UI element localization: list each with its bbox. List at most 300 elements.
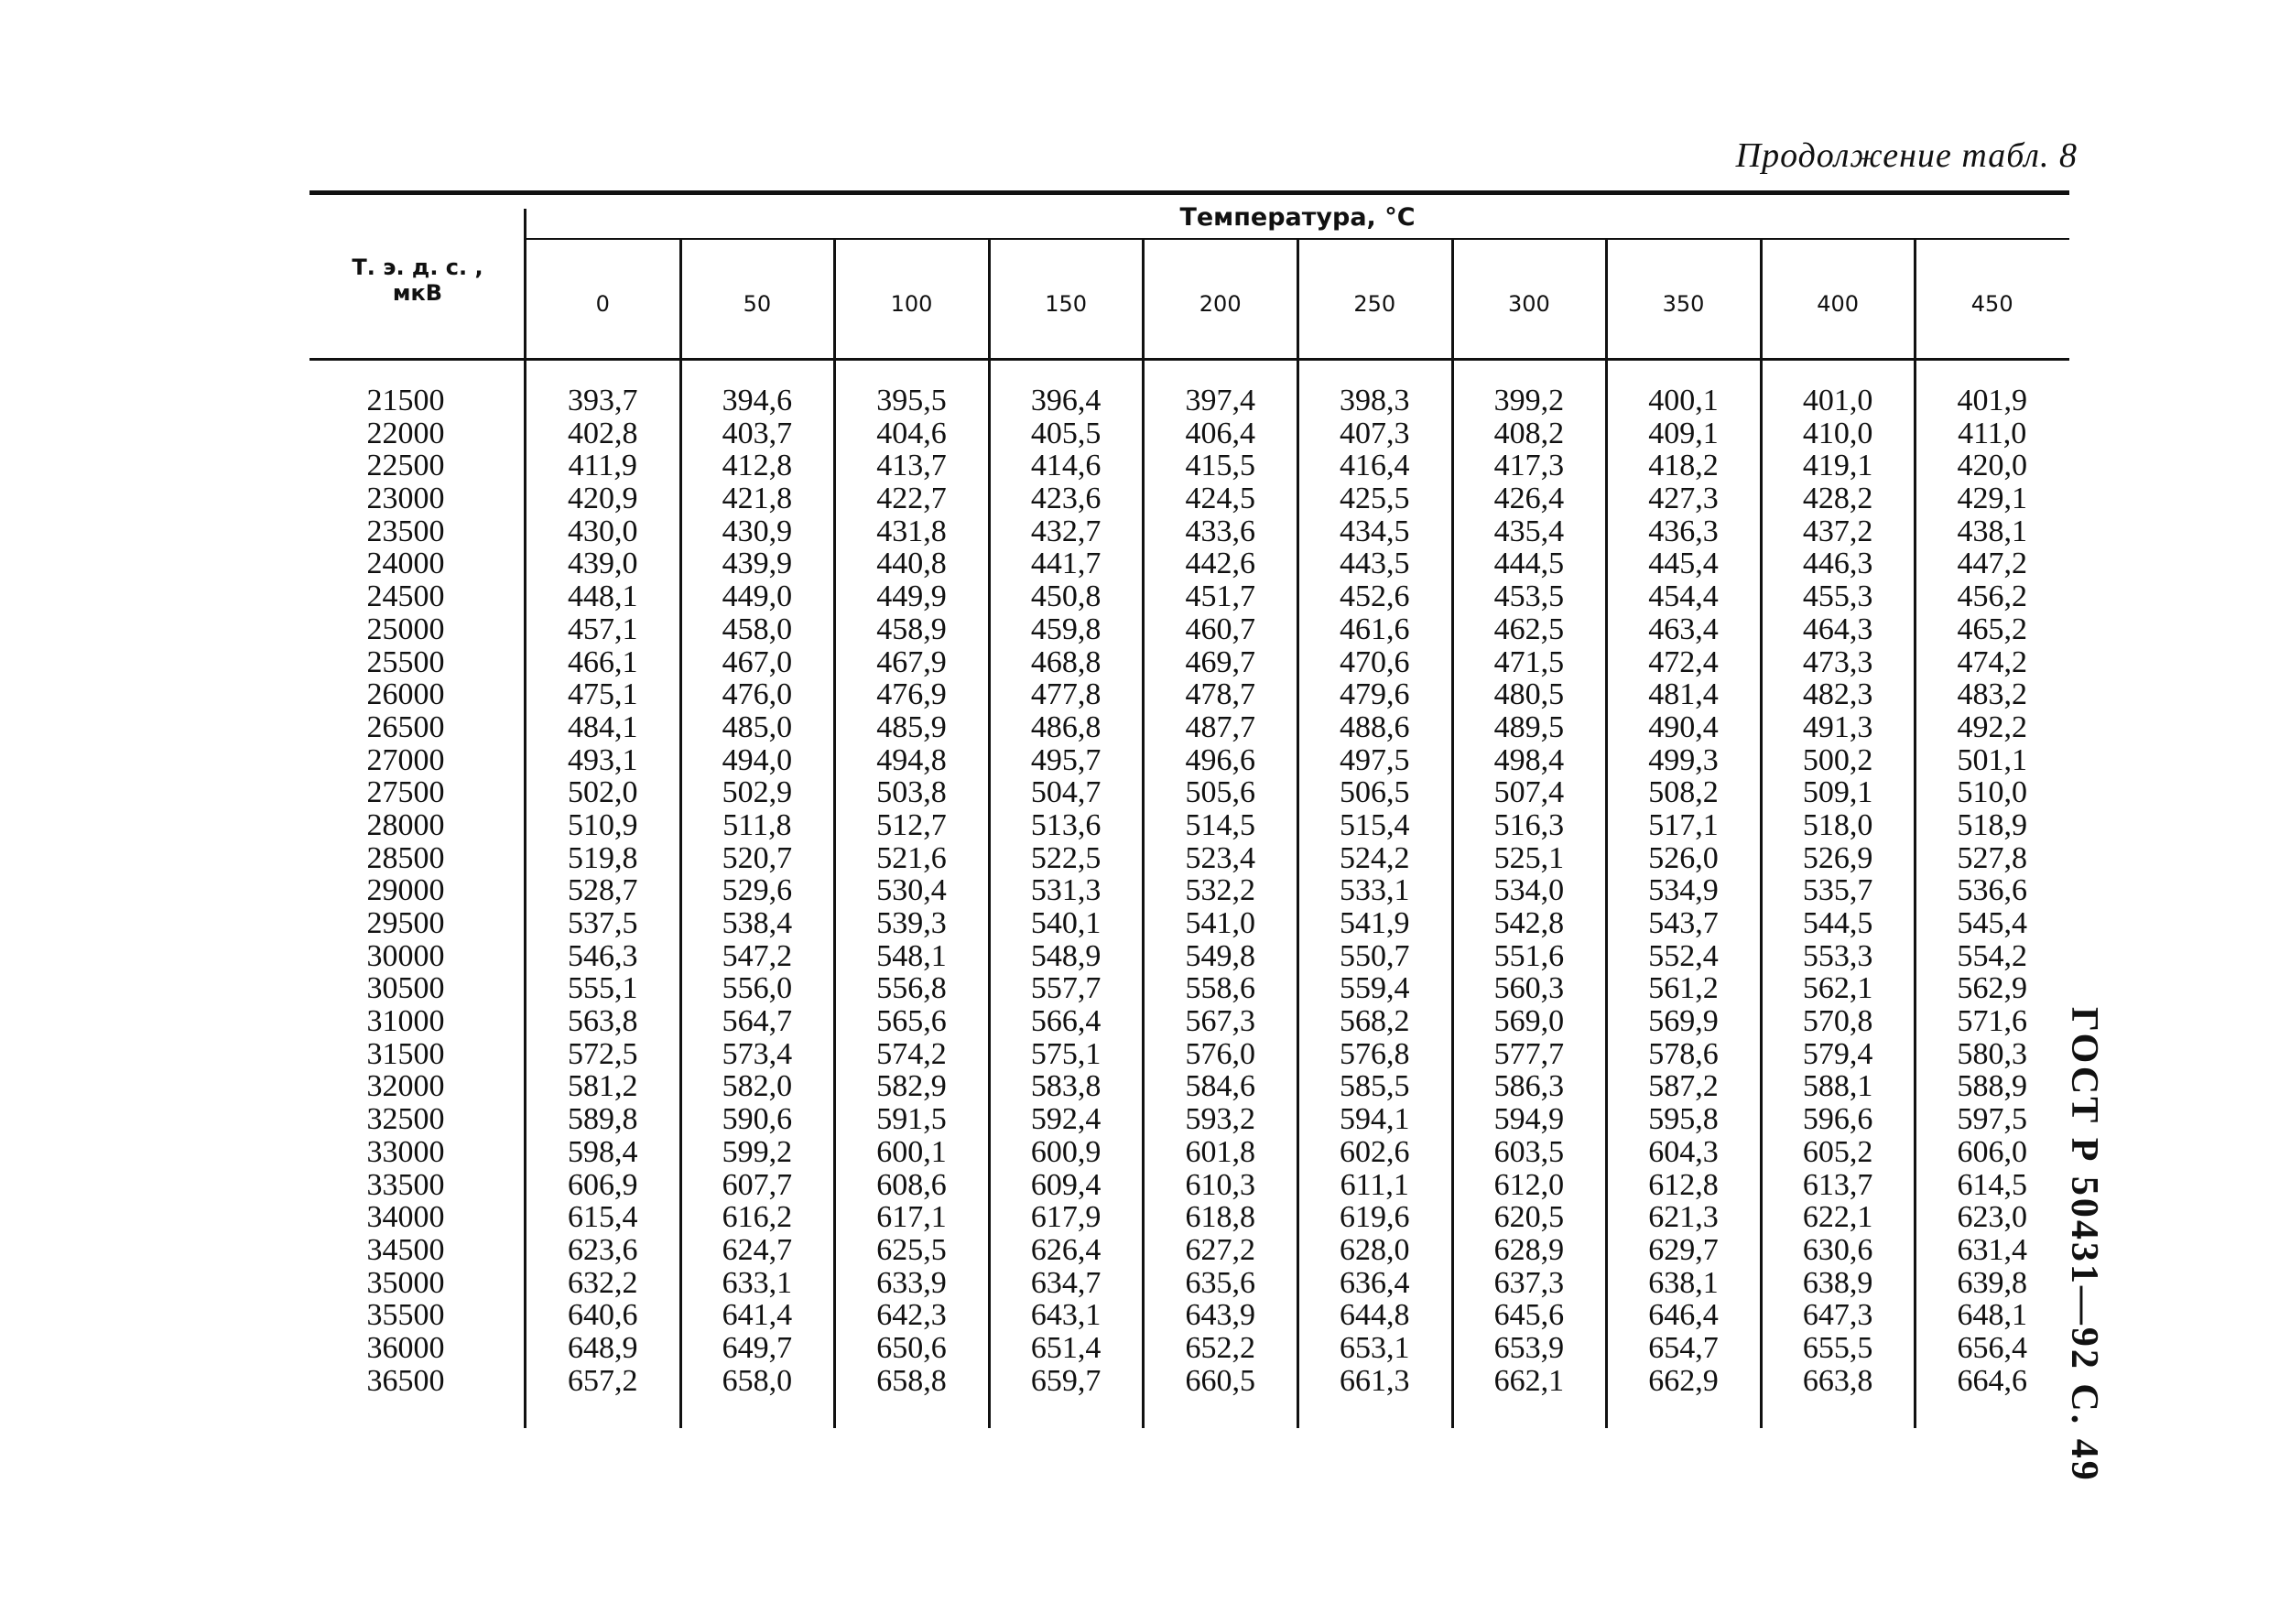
temperature-value-cell: 610,3 <box>1185 1167 1255 1202</box>
temperature-column-header: 100 <box>890 291 933 317</box>
temperature-value-cell: 594,9 <box>1493 1102 1565 1137</box>
temperature-value-cell: 570,8 <box>1802 1004 1873 1039</box>
temperature-value-cell: 421,8 <box>722 482 793 516</box>
temperature-value-cell: 608,6 <box>876 1167 947 1202</box>
temperature-value-cell: 567,3 <box>1185 1004 1255 1039</box>
temperature-value-cell: 431,8 <box>876 514 947 548</box>
temperature-value-cell: 586,3 <box>1493 1069 1565 1104</box>
temperature-value-cell: 650,6 <box>876 1330 947 1365</box>
temperature-value-cell: 492,2 <box>1957 709 2027 744</box>
temperature-value-cell: 581,2 <box>568 1069 638 1104</box>
temperature-value-cell: 525,1 <box>1493 840 1565 875</box>
temperature-value-cell: 584,6 <box>1185 1069 1255 1104</box>
temperature-value-cell: 393,7 <box>568 384 638 417</box>
temperature-value-cell: 612,0 <box>1493 1167 1565 1202</box>
temperature-value-cell: 422,7 <box>876 482 947 516</box>
temperature-value-cell: 398,3 <box>1340 384 1410 417</box>
temperature-column-header: 350 <box>1662 291 1705 317</box>
temperature-value-cell: 628,0 <box>1340 1232 1410 1267</box>
temperature-value-cell: 541,9 <box>1340 906 1410 940</box>
temperature-value-cell: 514,5 <box>1185 807 1255 842</box>
temperature-value-cell: 542,8 <box>1493 906 1565 940</box>
temperature-value-cell: 485,0 <box>722 709 793 744</box>
temperature-data-column <box>1143 384 1297 1397</box>
temperature-value-cell: 534,0 <box>1493 873 1565 908</box>
temperature-value-cell: 520,7 <box>722 840 793 875</box>
temperature-value-cell: 626,4 <box>1030 1232 1102 1267</box>
temperature-value-cell: 449,0 <box>722 579 793 614</box>
temperature-value-cell: 571,6 <box>1957 1004 2027 1039</box>
temperature-value-cell: 447,2 <box>1957 547 2027 581</box>
temperature-value-cell: 426,4 <box>1493 482 1565 516</box>
temperature-value-cell: 633,1 <box>722 1265 793 1300</box>
emf-cell: 26000 <box>366 677 445 712</box>
temperature-value-cell: 518,9 <box>1957 807 2027 842</box>
table-top-rule <box>309 190 2069 195</box>
temperature-value-cell: 455,3 <box>1802 579 1873 614</box>
temperature-value-cell: 582,9 <box>876 1069 947 1104</box>
temperature-value-cell: 523,4 <box>1185 840 1255 875</box>
temperature-column-header: 400 <box>1817 291 1859 317</box>
temperature-value-cell: 585,5 <box>1340 1069 1410 1104</box>
temperature-value-cell: 458,9 <box>876 612 947 646</box>
temperature-value-cell: 637,3 <box>1493 1265 1565 1300</box>
temperature-value-cell: 502,0 <box>568 775 638 810</box>
temperature-value-cell: 518,0 <box>1802 807 1873 842</box>
emf-cell: 36000 <box>366 1330 445 1365</box>
temperature-value-cell: 407,3 <box>1340 416 1410 450</box>
temperature-value-cell: 653,9 <box>1493 1330 1565 1365</box>
temperature-value-cell: 541,0 <box>1185 906 1255 940</box>
emf-cell: 29500 <box>366 906 445 940</box>
temperature-value-cell: 587,2 <box>1648 1069 1719 1104</box>
temperature-value-cell: 582,0 <box>722 1069 793 1104</box>
temperature-value-cell: 489,5 <box>1493 709 1565 744</box>
temperature-column-header: 450 <box>1970 291 2013 317</box>
temperature-value-cell: 533,1 <box>1340 873 1410 908</box>
temperature-value-cell: 589,8 <box>568 1102 638 1137</box>
temperature-value-cell: 508,2 <box>1648 775 1719 810</box>
temperature-value-cell: 425,5 <box>1340 482 1410 516</box>
temperature-value-cell: 491,3 <box>1802 709 1873 744</box>
temperature-value-cell: 561,2 <box>1648 971 1719 1006</box>
temperature-value-cell: 658,0 <box>722 1363 793 1398</box>
temperature-value-cell: 474,2 <box>1957 644 2027 679</box>
temperature-value-cell: 556,8 <box>876 971 947 1006</box>
emf-cell: 23000 <box>366 482 445 516</box>
temperature-value-cell: 480,5 <box>1493 677 1565 712</box>
temperature-value-cell: 543,7 <box>1648 906 1719 940</box>
temperature-value-cell: 633,9 <box>876 1265 947 1300</box>
temperature-value-cell: 511,8 <box>722 807 792 842</box>
temperature-value-cell: 469,7 <box>1185 644 1255 679</box>
temperature-data-column <box>1761 384 1916 1397</box>
temperature-value-cell: 531,3 <box>1030 873 1102 908</box>
emf-cell: 27000 <box>366 742 445 777</box>
emf-cell: 33500 <box>366 1167 445 1202</box>
temperature-value-cell: 579,4 <box>1802 1036 1873 1071</box>
temperature-value-cell: 539,3 <box>876 906 947 940</box>
temperature-value-cell: 418,2 <box>1648 449 1719 483</box>
emf-cell: 34000 <box>366 1200 445 1235</box>
temperature-value-cell: 435,4 <box>1493 514 1565 548</box>
page-side-label: ГОСТ Р 50431—92 С. 49 <box>2063 1007 2105 1483</box>
temperature-value-cell: 647,3 <box>1802 1298 1873 1333</box>
temperature-value-cell: 413,7 <box>876 449 947 483</box>
temperature-value-cell: 573,4 <box>722 1036 793 1071</box>
temperature-value-cell: 430,0 <box>568 514 638 548</box>
emf-cell: 29000 <box>366 873 445 908</box>
temperature-value-cell: 452,6 <box>1340 579 1410 614</box>
emf-stub-header <box>309 254 526 306</box>
temperature-value-cell: 606,9 <box>568 1167 638 1202</box>
temperature-value-cell: 506,5 <box>1340 775 1410 810</box>
temperature-value-cell: 621,3 <box>1648 1200 1719 1235</box>
temperature-value-cell: 664,6 <box>1957 1363 2027 1398</box>
temperature-value-cell: 654,7 <box>1648 1330 1719 1365</box>
temperature-value-cell: 444,5 <box>1493 547 1565 581</box>
temperature-value-cell: 613,7 <box>1802 1167 1873 1202</box>
temperature-value-cell: 562,1 <box>1802 971 1873 1006</box>
temperature-value-cell: 534,9 <box>1648 873 1719 908</box>
temperature-value-cell: 663,8 <box>1802 1363 1873 1398</box>
temperature-data-column <box>1452 384 1607 1397</box>
temperature-value-cell: 648,9 <box>568 1330 638 1365</box>
temperature-value-cell: 555,1 <box>568 971 638 1006</box>
temperature-value-cell: 547,2 <box>722 938 793 973</box>
emf-cell: 31500 <box>366 1036 445 1071</box>
temperature-value-cell: 651,4 <box>1030 1330 1102 1365</box>
temperature-value-cell: 554,2 <box>1957 938 2027 973</box>
emf-cell: 30000 <box>366 938 445 973</box>
temperature-value-cell: 411,0 <box>1958 416 2027 450</box>
temperature-value-cell: 630,6 <box>1802 1232 1873 1267</box>
emf-cell: 35500 <box>366 1298 445 1333</box>
emf-cell: 36500 <box>366 1363 445 1398</box>
temperature-value-cell: 436,3 <box>1648 514 1719 548</box>
temperature-column-header: 250 <box>1353 291 1396 317</box>
temperature-value-cell: 611,1 <box>1340 1167 1409 1202</box>
temperature-value-cell: 527,8 <box>1957 840 2027 875</box>
temperature-value-cell: 485,9 <box>876 709 947 744</box>
temperature-value-cell: 446,3 <box>1802 547 1873 581</box>
temperature-value-cell: 400,1 <box>1648 384 1719 417</box>
temperature-value-cell: 484,1 <box>568 709 638 744</box>
emf-cell: 35000 <box>366 1265 445 1300</box>
temperature-value-cell: 656,4 <box>1957 1330 2027 1365</box>
emf-cell: 22000 <box>366 416 445 450</box>
temperature-value-cell: 557,7 <box>1030 971 1102 1006</box>
temperature-value-cell: 466,1 <box>568 644 638 679</box>
emf-cell: 33000 <box>366 1134 445 1169</box>
temperature-value-cell: 481,4 <box>1648 677 1719 712</box>
temperature-value-cell: 420,0 <box>1957 449 2027 483</box>
temperature-value-cell: 583,8 <box>1030 1069 1102 1104</box>
temperature-value-cell: 402,8 <box>568 416 638 450</box>
temperature-value-cell: 653,1 <box>1340 1330 1410 1365</box>
emf-cell: 34500 <box>366 1232 445 1267</box>
temperature-value-cell: 645,6 <box>1493 1298 1565 1333</box>
temperature-value-cell: 576,8 <box>1340 1036 1410 1071</box>
temperature-value-cell: 401,0 <box>1802 384 1873 417</box>
temperature-value-cell: 662,1 <box>1493 1363 1565 1398</box>
temperature-value-cell: 439,9 <box>722 547 793 581</box>
temperature-value-cell: 410,0 <box>1802 416 1873 450</box>
temperature-value-cell: 529,6 <box>722 873 793 908</box>
temperature-value-cell: 417,3 <box>1493 449 1565 483</box>
temperature-data-column <box>834 384 989 1397</box>
emf-cell: 27500 <box>366 775 445 810</box>
temperature-value-cell: 595,8 <box>1648 1102 1719 1137</box>
temperature-value-cell: 575,1 <box>1030 1036 1102 1071</box>
temperature-value-cell: 591,5 <box>876 1102 947 1137</box>
temperature-value-cell: 619,6 <box>1340 1200 1410 1235</box>
temperature-value-cell: 517,1 <box>1648 807 1719 842</box>
temperature-value-cell: 467,9 <box>876 644 947 679</box>
temperature-value-cell: 612,8 <box>1648 1167 1719 1202</box>
emf-cell: 32500 <box>366 1102 445 1137</box>
temperature-value-cell: 617,9 <box>1030 1200 1102 1235</box>
temperature-value-cell: 560,3 <box>1493 971 1565 1006</box>
temperature-value-cell: 462,5 <box>1493 612 1565 646</box>
temperature-value-cell: 401,9 <box>1957 384 2027 417</box>
temperature-value-cell: 606,0 <box>1957 1134 2027 1169</box>
temperature-value-cell: 627,2 <box>1185 1232 1255 1267</box>
temperature-column-header: 50 <box>743 291 772 317</box>
temperature-value-cell: 605,2 <box>1802 1134 1873 1169</box>
temperature-value-cell: 593,2 <box>1185 1102 1255 1137</box>
temperature-value-cell: 416,4 <box>1340 449 1410 483</box>
temperature-value-cell: 451,7 <box>1185 579 1255 614</box>
temperature-value-cell: 623,6 <box>568 1232 638 1267</box>
temperature-value-cell: 559,4 <box>1340 971 1410 1006</box>
temperature-value-cell: 476,9 <box>876 677 947 712</box>
temperature-value-cell: 596,6 <box>1802 1102 1873 1137</box>
temperature-value-cell: 638,1 <box>1648 1265 1719 1300</box>
temperature-value-cell: 552,4 <box>1648 938 1719 973</box>
temperature-value-cell: 634,7 <box>1030 1265 1102 1300</box>
emf-cell: 21500 <box>366 384 445 417</box>
emf-cell: 28000 <box>366 807 445 842</box>
temperature-value-cell: 468,8 <box>1030 644 1102 679</box>
temperature-value-cell: 588,1 <box>1802 1069 1873 1104</box>
temperature-data-column <box>526 384 680 1397</box>
temperature-value-cell: 502,9 <box>722 775 793 810</box>
temperature-value-cell: 450,8 <box>1030 579 1102 614</box>
temperature-value-cell: 420,9 <box>568 482 638 516</box>
temperature-value-cell: 644,8 <box>1340 1298 1410 1333</box>
temperature-value-cell: 592,4 <box>1030 1102 1102 1137</box>
temperature-value-cell: 471,5 <box>1493 644 1565 679</box>
temperature-value-cell: 574,2 <box>876 1036 947 1071</box>
temperature-value-cell: 490,4 <box>1648 709 1719 744</box>
temperature-value-cell: 597,5 <box>1957 1102 2027 1137</box>
temperature-value-cell: 498,4 <box>1493 742 1565 777</box>
temperature-value-cell: 405,5 <box>1030 416 1102 450</box>
temperature-value-cell: 535,7 <box>1802 873 1873 908</box>
temperature-value-cell: 566,4 <box>1030 1004 1102 1039</box>
temperature-value-cell: 565,6 <box>876 1004 947 1039</box>
temperature-value-cell: 482,3 <box>1802 677 1873 712</box>
temperature-value-cell: 423,6 <box>1030 482 1102 516</box>
temperature-value-cell: 513,6 <box>1030 807 1102 842</box>
temperature-value-cell: 569,9 <box>1648 1004 1719 1039</box>
temperature-value-cell: 428,2 <box>1802 482 1873 516</box>
temperature-value-cell: 603,5 <box>1493 1134 1565 1169</box>
emf-temperature-table <box>309 190 2069 1428</box>
temperature-value-cell: 522,5 <box>1030 840 1102 875</box>
temperature-value-cell: 649,7 <box>722 1330 793 1365</box>
temperature-value-cell: 636,4 <box>1340 1265 1410 1300</box>
temperature-column-header: 0 <box>595 291 610 317</box>
temperature-value-cell: 590,6 <box>722 1102 793 1137</box>
temperature-value-cell: 507,4 <box>1493 775 1565 810</box>
temperature-value-cell: 449,9 <box>876 579 947 614</box>
temperature-value-cell: 456,2 <box>1957 579 2027 614</box>
temperature-value-cell: 629,7 <box>1648 1232 1719 1267</box>
emf-cell: 25500 <box>366 644 445 679</box>
temperature-value-cell: 394,6 <box>722 384 793 417</box>
temperature-value-cell: 576,0 <box>1185 1036 1255 1071</box>
temperature-value-cell: 545,4 <box>1957 906 2027 940</box>
emf-cell: 32000 <box>366 1069 445 1104</box>
temperature-value-cell: 624,7 <box>722 1232 793 1267</box>
temperature-value-cell: 599,2 <box>722 1134 793 1169</box>
temperature-value-cell: 438,1 <box>1957 514 2027 548</box>
temperature-value-cell: 602,6 <box>1340 1134 1410 1169</box>
temperature-value-cell: 494,0 <box>722 742 793 777</box>
temperature-value-cell: 616,2 <box>722 1200 793 1235</box>
temperature-value-cell: 460,7 <box>1185 612 1255 646</box>
temperature-value-cell: 479,6 <box>1340 677 1410 712</box>
temperature-data-column <box>1915 384 2069 1397</box>
temperature-column-header: 150 <box>1045 291 1087 317</box>
temperature-value-cell: 503,8 <box>876 775 947 810</box>
temperature-value-cell: 516,3 <box>1493 807 1565 842</box>
temperature-value-cell: 643,9 <box>1185 1298 1255 1333</box>
temperature-value-cell: 496,6 <box>1185 742 1255 777</box>
temperature-value-cell: 548,9 <box>1030 938 1102 973</box>
emf-cell: 31000 <box>366 1004 445 1039</box>
temperature-value-cell: 628,9 <box>1493 1232 1565 1267</box>
header-bottom-rule <box>309 358 2069 361</box>
temperature-value-cell: 622,1 <box>1802 1200 1873 1235</box>
temperature-value-cell: 609,4 <box>1030 1167 1102 1202</box>
temperature-value-cell: 505,6 <box>1185 775 1255 810</box>
temperature-value-cell: 501,1 <box>1957 742 2027 777</box>
temperature-value-cell: 660,5 <box>1185 1363 1255 1398</box>
temperature-value-cell: 478,7 <box>1185 677 1255 712</box>
stub-header-line: Т. э. д. с. , <box>352 254 483 280</box>
temperature-value-cell: 614,5 <box>1957 1167 2027 1202</box>
temperature-value-cell: 424,5 <box>1185 482 1255 516</box>
temperature-value-cell: 486,8 <box>1030 709 1102 744</box>
temperature-value-cell: 615,4 <box>568 1200 638 1235</box>
temperature-value-cell: 607,7 <box>722 1167 793 1202</box>
temperature-value-cell: 521,6 <box>876 840 947 875</box>
temperature-value-cell: 536,6 <box>1957 873 2027 908</box>
temperature-value-cell: 577,7 <box>1493 1036 1565 1071</box>
temperature-value-cell: 408,2 <box>1493 416 1565 450</box>
temperature-super-header: Температура, °С <box>1179 203 1416 232</box>
temperature-value-cell: 588,9 <box>1957 1069 2027 1104</box>
temperature-value-cell: 427,3 <box>1648 482 1719 516</box>
temperature-value-cell: 419,1 <box>1802 449 1873 483</box>
temperature-value-cell: 395,5 <box>876 384 947 417</box>
temperature-value-cell: 550,7 <box>1340 938 1410 973</box>
temperature-value-cell: 625,5 <box>876 1232 947 1267</box>
temperature-value-cell: 652,2 <box>1185 1330 1255 1365</box>
emf-cell: 24000 <box>366 547 445 581</box>
temperature-value-cell: 437,2 <box>1802 514 1873 548</box>
stub-header-line: мкВ <box>392 280 443 306</box>
temperature-value-cell: 655,5 <box>1802 1330 1873 1365</box>
temperature-value-cell: 632,2 <box>568 1265 638 1300</box>
temperature-value-cell: 454,4 <box>1648 579 1719 614</box>
temperature-value-cell: 409,1 <box>1648 416 1719 450</box>
temperature-value-cell: 493,1 <box>568 742 638 777</box>
table-caption: Продолжение табл. 8 <box>1735 136 2078 175</box>
temperature-value-cell: 618,8 <box>1185 1200 1255 1235</box>
temperature-value-cell: 578,6 <box>1648 1036 1719 1071</box>
temperature-value-cell: 548,1 <box>876 938 947 973</box>
temperature-value-cell: 617,1 <box>876 1200 947 1235</box>
temperature-value-cell: 524,2 <box>1340 840 1410 875</box>
temperature-value-cell: 568,2 <box>1340 1004 1410 1039</box>
emf-cell: 23500 <box>366 514 445 548</box>
temperature-value-cell: 470,6 <box>1340 644 1410 679</box>
temperature-value-cell: 472,4 <box>1648 644 1719 679</box>
temperature-value-cell: 504,7 <box>1030 775 1102 810</box>
temperature-value-cell: 638,9 <box>1802 1265 1873 1300</box>
temperature-value-cell: 448,1 <box>568 579 638 614</box>
temperature-value-cell: 467,0 <box>722 644 793 679</box>
emf-column <box>337 384 474 1397</box>
temperature-value-cell: 528,7 <box>568 873 638 908</box>
temperature-value-cell: 464,3 <box>1802 612 1873 646</box>
temperature-value-cell: 564,7 <box>722 1004 793 1039</box>
temperature-value-cell: 412,8 <box>722 449 793 483</box>
temperature-data-column <box>1297 384 1452 1397</box>
temperature-value-cell: 639,8 <box>1957 1265 2027 1300</box>
temperature-value-cell: 453,5 <box>1493 579 1565 614</box>
temperature-value-cell: 572,5 <box>568 1036 638 1071</box>
temperature-value-cell: 558,6 <box>1185 971 1255 1006</box>
temperature-value-cell: 500,2 <box>1802 742 1873 777</box>
temperature-value-cell: 546,3 <box>568 938 638 973</box>
temperature-value-cell: 646,4 <box>1648 1298 1719 1333</box>
temperature-value-cell: 411,9 <box>568 449 637 483</box>
temperature-value-cell: 406,4 <box>1185 416 1255 450</box>
temperature-value-cell: 487,7 <box>1185 709 1255 744</box>
temperature-data-column <box>1606 384 1761 1397</box>
temperature-value-cell: 526,0 <box>1648 840 1719 875</box>
temperature-value-cell: 440,8 <box>876 547 947 581</box>
temperature-value-cell: 631,4 <box>1957 1232 2027 1267</box>
temperature-value-cell: 439,0 <box>568 547 638 581</box>
temperature-value-cell: 499,3 <box>1648 742 1719 777</box>
temperature-value-cell: 396,4 <box>1030 384 1102 417</box>
temperature-data-column <box>989 384 1144 1397</box>
temperature-value-cell: 443,5 <box>1340 547 1410 581</box>
temperature-value-cell: 551,6 <box>1493 938 1565 973</box>
emf-cell: 25000 <box>366 612 445 646</box>
temperature-value-cell: 635,6 <box>1185 1265 1255 1300</box>
temperature-value-cell: 458,0 <box>722 612 793 646</box>
temperature-value-cell: 414,6 <box>1030 449 1102 483</box>
temperature-value-cell: 515,4 <box>1340 807 1410 842</box>
emf-cell: 22500 <box>366 449 445 483</box>
